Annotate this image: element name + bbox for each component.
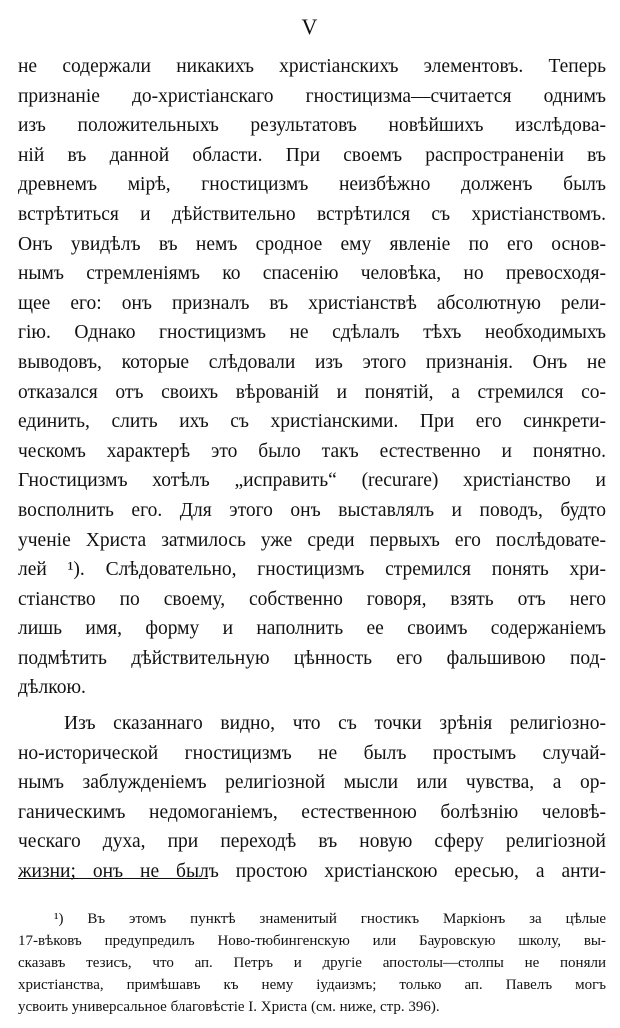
text-line: гію. Однако гностицизмъ не сдѣлалъ тѣхъ необходимыхъ xyxy=(18,322,606,344)
text-line: подмѣтить дѣйствительную цѣнность его фальшивою под- xyxy=(18,647,606,669)
text-line: ученіе Христа затмилось уже среди первыхъ его послѣдовате- xyxy=(18,529,606,551)
text-line: жизни; онъ не былъ простою христіанскою ересью, а анти- xyxy=(18,861,606,883)
text-line: щее его: онъ призналъ въ христіанствѣ абсолютную рели- xyxy=(18,292,606,314)
text-line: ческаго духа, при переходѣ въ новую сферу религіозной xyxy=(18,831,606,853)
footnote-line: ¹) Въ этомъ пунктѣ знаменитый гностикъ Маркіонъ за цѣлые xyxy=(54,911,606,927)
footnote xyxy=(18,908,606,1018)
footnote-line: усвоить универсальное благовѣстіе І. Христа (см. ниже, стр. 396). xyxy=(18,999,440,1015)
main-text xyxy=(18,52,606,887)
text-line: нымъ заблужденіемъ религіозной мысли или чувства, а ор- xyxy=(18,772,606,794)
text-line: лишь имя, форму и наполнить ее своимъ содержаніемъ xyxy=(18,618,606,640)
text-line: древнемъ мірѣ, гностицизмъ неизбѣжно долженъ былъ xyxy=(18,174,606,196)
text-line: ческомъ характерѣ это было такъ естественно и понятно. xyxy=(18,440,606,462)
text-line: дѣлкою. xyxy=(18,677,86,699)
text-line: Гностицизмъ хотѣлъ „исправить“ (recurare) христіанство и xyxy=(18,470,606,492)
text-line: признаніе до-христіанскаго гностицизма—считается однимъ xyxy=(18,85,606,107)
text-line: встрѣтиться и дѣйствительно встрѣтился съ христіанствомъ. xyxy=(18,203,606,225)
text-line: ній въ данной области. При своемъ распространеніи въ xyxy=(18,144,606,166)
text-line: Онъ увидѣлъ въ немъ сродное ему явленіе по его основ- xyxy=(18,233,606,255)
text-line: отказался отъ своихъ вѣрованій и понятій, а стремился со- xyxy=(18,381,606,403)
text-line: выводовъ, которые слѣдовали изъ этого признанія. Онъ не xyxy=(18,351,606,373)
paragraph xyxy=(18,709,606,887)
footnote-line: христіанства, примѣшавъ къ нему іудаизмъ; только ап. Павелъ могъ xyxy=(18,977,606,993)
footnote-line: 17-вѣковъ предупредилъ Ново-тюбингенскую или Бауровскую школу, вы- xyxy=(18,933,606,949)
footnote-line: сказавъ тезисъ, что ап. Петръ и другіе апостолы—столпы не поняли xyxy=(18,955,606,971)
page-number: V xyxy=(301,14,319,39)
text-line: Изъ сказаннаго видно, что съ точки зрѣнія религіозно- xyxy=(64,713,606,735)
text-line: но-исторической гностицизмъ не былъ простымъ случай- xyxy=(18,742,606,764)
text-line: не содержали никакихъ христіанскихъ элементовъ. Теперь xyxy=(18,56,606,77)
footnote-divider xyxy=(18,878,208,879)
text-line: изъ положительныхъ результатовъ новѣйшихъ изслѣдова- xyxy=(18,115,606,137)
text-line: единить, слить ихъ съ христіанскими. При его синкрети- xyxy=(18,411,606,433)
text-line: ганическимъ недомоганіемъ, естественною болѣзнію человѣ- xyxy=(18,801,606,823)
text-line: восполнить его. Для этого онъ выставлялъ и поводъ, будто xyxy=(18,499,606,521)
text-line: лей ¹). Слѣдовательно, гностицизмъ стремился понять хри- xyxy=(18,559,606,581)
text-line: стіанство по своему, собственно говоря, взять отъ него xyxy=(18,588,606,610)
text-line: нымъ стремленіямъ ко спасенію человѣка, но превосходя- xyxy=(18,263,606,285)
